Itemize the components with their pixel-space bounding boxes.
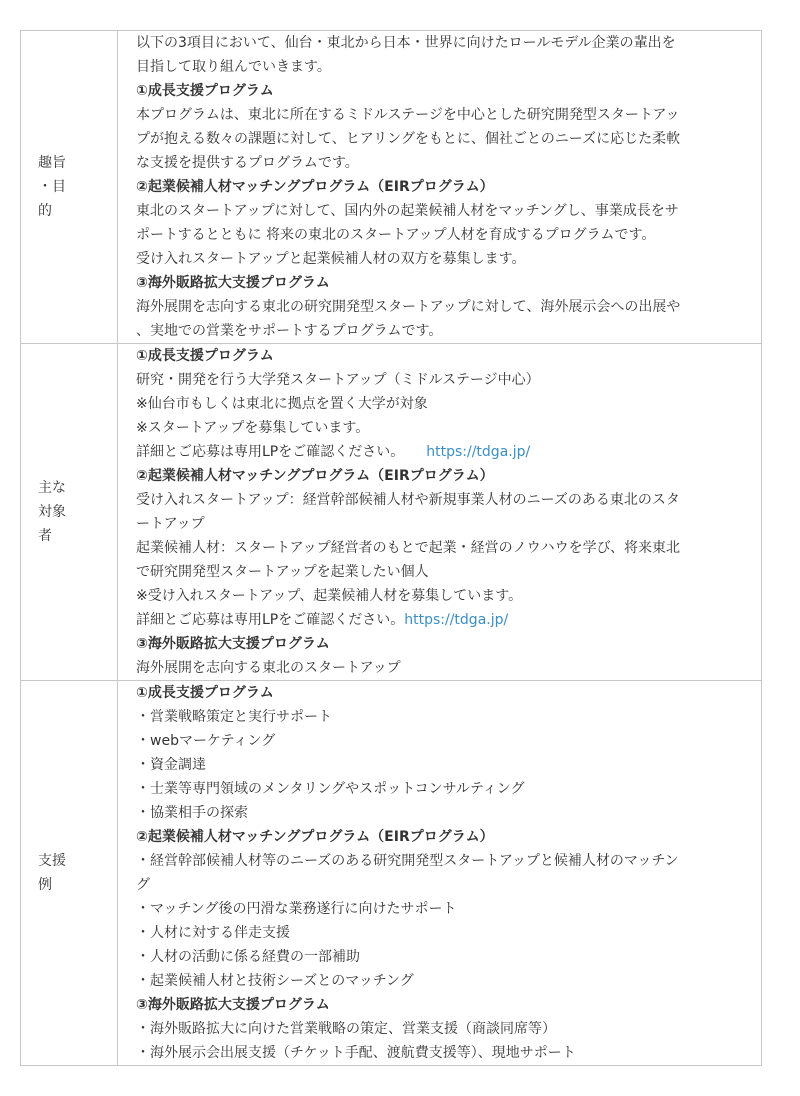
content-line — [136, 729, 743, 753]
line-text: ①成長支援プログラム — [136, 348, 274, 364]
line-text: ・海外展示会出展支援（チケット手配、渡航費支援等）、現地サポート — [136, 1045, 576, 1061]
row-header-text: 的 — [38, 203, 52, 219]
content-line — [136, 584, 743, 608]
line-text: ・起業候補人材と技術シーズとのマッチング — [136, 973, 414, 989]
line-text: プが抱える数々の課題に対して、ヒアリングをもとに、個社ごとのニーズに応じた柔軟 — [136, 131, 681, 147]
table-row-support — [21, 681, 762, 1066]
content-line — [136, 223, 743, 247]
row-header-cell — [21, 31, 118, 344]
content-line — [136, 151, 743, 175]
content-line — [136, 319, 743, 343]
line-text: ③海外販路拡大支援プログラム — [136, 275, 330, 291]
program-heading — [136, 632, 743, 656]
line-text: ・資金調達 — [136, 757, 206, 773]
line-text: 起業候補人材：スタートアップ経営者のもとで起業・経営のノウハウを学び、将来東北 — [136, 540, 681, 556]
line-text: ・協業相手の探索 — [136, 805, 248, 821]
content-line — [136, 488, 743, 512]
content-line — [136, 247, 743, 271]
line-text: ポートするとともに 将来の東北のスタートアップ人材を育成するプログラムです。 — [136, 227, 656, 243]
line-text: 海外展開を志向する東北の研究開発型スタートアップに対して、海外展示会への出展や — [136, 299, 681, 315]
line-text: ・営業戦略策定と実行サポート — [136, 709, 332, 725]
line-text: ・経営幹部候補人材等のニーズのある研究開発型スタートアップと候補人材のマッチン — [136, 853, 679, 869]
content-line — [136, 392, 743, 416]
line-text: な支援を提供するプログラムです。 — [136, 155, 359, 171]
content-line — [136, 536, 743, 560]
line-text: ②起業候補人材マッチングプログラム（EIRプログラム） — [136, 179, 494, 195]
program-heading — [136, 79, 743, 103]
row-header-text: 例 — [38, 877, 52, 893]
row-content-cell — [118, 31, 762, 344]
line-text: ③海外販路拡大支援プログラム — [136, 997, 330, 1013]
row-header-text: 主な — [38, 480, 66, 496]
line-text: ①成長支援プログラム — [136, 83, 274, 99]
row-content-cell — [118, 681, 762, 1066]
program-heading — [136, 825, 743, 849]
line-text: 以下の3項目において、仙台・東北から日本・世界に向けたロールモデル企業の輩出を — [136, 35, 676, 51]
program-heading — [136, 464, 743, 488]
table-row-purpose — [21, 31, 762, 344]
line-text: 、実地での営業をサポートするプログラムです。 — [136, 323, 443, 339]
content-line — [136, 873, 743, 897]
line-text: 海外展開を志向する東北のスタートアップ — [136, 660, 401, 676]
row-header-cell — [21, 344, 118, 681]
line-text: ※受け入れスタートアップ、起業候補人材を募集しています。 — [136, 588, 523, 604]
content-line — [136, 705, 743, 729]
program-heading — [136, 271, 743, 295]
content-line — [136, 560, 743, 584]
row-header-text: 者 — [38, 528, 52, 544]
line-text: ②起業候補人材マッチングプログラム（EIRプログラム） — [136, 829, 494, 845]
content-line — [136, 295, 743, 319]
content-line — [136, 103, 743, 127]
line-text: ・マッチング後の円滑な業務遂行に向けたサポート — [136, 901, 457, 917]
line-text: ・海外販路拡大に向けた営業戦略の策定、営業支援（商談同席等） — [136, 1021, 556, 1037]
line-text: ※仙台市もしくは東北に拠点を置く大学が対象 — [136, 396, 428, 412]
content-line — [136, 368, 743, 392]
line-text: グ — [136, 877, 150, 893]
line-text: ・士業等専門領域のメンタリングやスポットコンサルティング — [136, 781, 525, 797]
line-text: ・人材に対する伴走支援 — [136, 925, 290, 941]
line-text: ③海外販路拡大支援プログラム — [136, 636, 330, 652]
row-header-text: ・目 — [38, 179, 66, 195]
content-line — [136, 416, 743, 440]
row-header-text: 支援 — [38, 853, 66, 869]
line-text: 詳細とご応募は専用LPをご確認ください。 — [136, 444, 405, 460]
row-content-cell — [118, 344, 762, 681]
content-line — [136, 801, 743, 825]
program-table — [20, 30, 762, 1066]
row-header-text: 趣旨 — [38, 155, 66, 171]
content-line — [136, 199, 743, 223]
content-line — [136, 512, 743, 536]
content-line — [136, 777, 743, 801]
line-text: ートアップ — [136, 516, 205, 532]
content-line — [136, 608, 743, 632]
lp-link[interactable]: https://tdga.jp/ — [404, 612, 509, 628]
content-line — [136, 1017, 743, 1041]
line-text: ・人材の活動に係る経費の一部補助 — [136, 949, 360, 965]
row-header-text: 対象 — [38, 504, 66, 520]
content-line — [136, 656, 743, 680]
content-line — [136, 945, 743, 969]
line-text: ②起業候補人材マッチングプログラム（EIRプログラム） — [136, 468, 494, 484]
program-heading — [136, 993, 743, 1017]
line-text: 本プログラムは、東北に所在するミドルステージを中心とした研究開発型スタートアッ — [136, 107, 680, 123]
content-line — [136, 55, 743, 79]
row-header-cell — [21, 681, 118, 1066]
line-text: ※スタートアップを募集しています。 — [136, 420, 370, 436]
content-line — [136, 897, 743, 921]
line-text: で研究開発型スタートアップを起業したい個人 — [136, 564, 429, 580]
lp-link[interactable]: https://tdga.jp/ — [426, 444, 531, 460]
content-line — [136, 31, 743, 55]
line-text: 研究・開発を行う大学発スタートアップ（ミドルステージ中心） — [136, 372, 540, 388]
content-line — [136, 440, 743, 464]
line-text: 受け入れスタートアップと起業候補人材の双方を募集します。 — [136, 251, 526, 267]
table-row-target — [21, 344, 762, 681]
content-line — [136, 969, 743, 993]
content-line — [136, 1041, 743, 1065]
program-heading — [136, 175, 743, 199]
content-line — [136, 127, 743, 151]
line-text: ・webマーケティング — [136, 733, 276, 749]
program-heading — [136, 681, 743, 705]
line-text: 目指して取り組んでいきます。 — [136, 59, 331, 75]
line-text: 受け入れスタートアップ：経営幹部候補人材や新規事業人材のニーズのある東北のスタ — [136, 492, 680, 508]
line-text: 東北のスタートアップに対して、国内外の起業候補人材をマッチングし、事業成長をサ — [136, 203, 679, 219]
program-heading — [136, 344, 743, 368]
content-line — [136, 753, 743, 777]
line-text: 詳細とご応募は専用LPをご確認ください。 — [136, 612, 405, 628]
line-text: ①成長支援プログラム — [136, 685, 274, 701]
content-line — [136, 849, 743, 873]
content-line — [136, 921, 743, 945]
